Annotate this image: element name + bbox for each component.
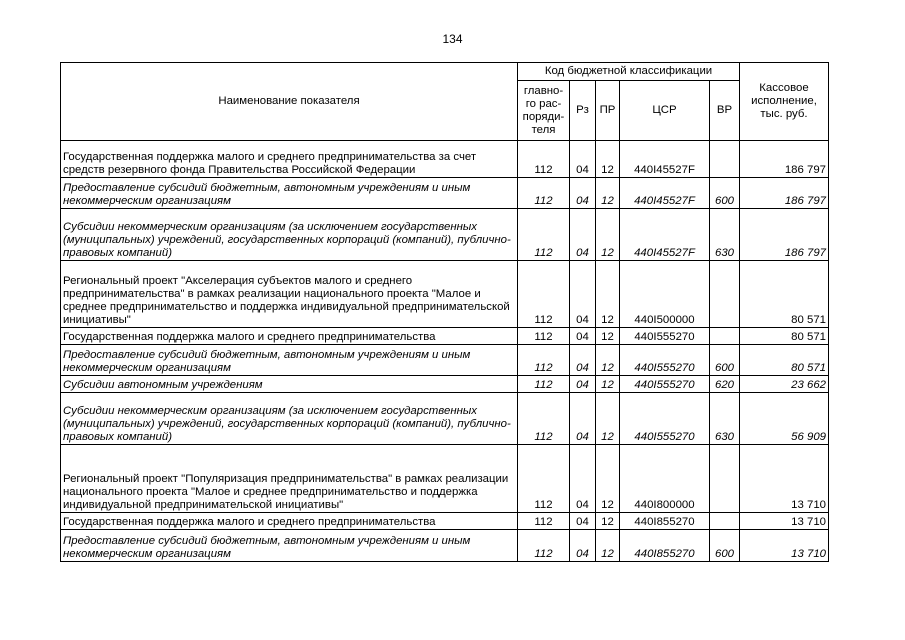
header-amount: Кассовое исполнение, тыс. руб. [740, 63, 829, 141]
table-row [61, 261, 829, 328]
row-vr-code [710, 328, 740, 345]
row-pr-code: 12 [596, 209, 620, 261]
row-vr-code: 630 [710, 209, 740, 261]
row-name: Региональный проект "Акселерация субъектов малого и среднего предпринимательства" в рамках реализации национального проекта "Малое и среднее предпринимательство и поддержка индивидуальной предпринимательской инициативы" [61, 261, 518, 328]
row-glavny-code: 112 [518, 345, 570, 376]
row-rz-code: 04 [570, 141, 596, 178]
table-body [61, 141, 829, 562]
row-rz-code: 04 [570, 328, 596, 345]
row-glavny-code: 112 [518, 445, 570, 513]
row-amount: 80 571 [740, 345, 829, 376]
row-glavny-code: 112 [518, 376, 570, 393]
row-pr-code: 12 [596, 530, 620, 562]
row-csr-code: 440I800000 [620, 445, 710, 513]
row-name: Предоставление субсидий бюджетным, автономным учреждениям и иным некоммерческим организациям [61, 530, 518, 562]
table-row [61, 345, 829, 376]
row-glavny-code: 112 [518, 393, 570, 445]
row-amount: 13 710 [740, 530, 829, 562]
table-row [61, 209, 829, 261]
row-csr-code: 440I855270 [620, 530, 710, 562]
row-name: Региональный проект "Популяризация предпринимательства" в рамках реализации национального проекта "Малое и среднее предпринимательство и поддержка индивидуальной предпринимательской инициативы" [61, 445, 518, 513]
row-pr-code: 12 [596, 376, 620, 393]
row-amount: 13 710 [740, 445, 829, 513]
row-rz-code: 04 [570, 209, 596, 261]
row-amount: 13 710 [740, 513, 829, 530]
row-csr-code: 440I45527F [620, 141, 710, 178]
row-rz-code: 04 [570, 513, 596, 530]
row-amount: 56 909 [740, 393, 829, 445]
row-pr-code: 12 [596, 261, 620, 328]
row-name: Государственная поддержка малого и среднего предпринимательства [61, 513, 518, 530]
row-pr-code: 12 [596, 513, 620, 530]
row-csr-code: 440I45527F [620, 209, 710, 261]
row-rz-code: 04 [570, 178, 596, 209]
table-row [61, 393, 829, 445]
row-rz-code: 04 [570, 345, 596, 376]
row-csr-code: 440I555270 [620, 376, 710, 393]
header-glavny: главно- го рас- поряди- теля [518, 81, 570, 141]
row-rz-code: 04 [570, 393, 596, 445]
header-csr: ЦСР [620, 81, 710, 141]
row-csr-code: 440I555270 [620, 393, 710, 445]
row-vr-code [710, 513, 740, 530]
header-code-group: Код бюджетной классификации [518, 63, 740, 81]
row-amount: 80 571 [740, 261, 829, 328]
row-vr-code [710, 141, 740, 178]
row-csr-code: 440I555270 [620, 328, 710, 345]
table-row [61, 376, 829, 393]
table-row [61, 141, 829, 178]
row-vr-code [710, 261, 740, 328]
table-header [61, 63, 829, 141]
table-row [61, 328, 829, 345]
row-pr-code: 12 [596, 393, 620, 445]
row-csr-code: 440I500000 [620, 261, 710, 328]
row-rz-code: 04 [570, 376, 596, 393]
row-amount: 186 797 [740, 178, 829, 209]
row-name: Субсидии некоммерческим организациям (за исключением государственных (муниципальных) учреждений, государственных корпораций (компаний), публично-правовых компаний) [61, 393, 518, 445]
row-vr-code: 600 [710, 530, 740, 562]
row-glavny-code: 112 [518, 513, 570, 530]
row-pr-code: 12 [596, 345, 620, 376]
header-rz: Рз [570, 81, 596, 141]
row-amount: 186 797 [740, 209, 829, 261]
table-row [61, 513, 829, 530]
row-amount: 186 797 [740, 141, 829, 178]
header-vr: ВР [710, 81, 740, 141]
row-glavny-code: 112 [518, 530, 570, 562]
row-rz-code: 04 [570, 445, 596, 513]
table-row [61, 445, 829, 513]
row-vr-code: 600 [710, 345, 740, 376]
header-pr: ПР [596, 81, 620, 141]
page-number: 134 [442, 32, 463, 46]
row-glavny-code: 112 [518, 141, 570, 178]
table-row [61, 178, 829, 209]
row-vr-code: 630 [710, 393, 740, 445]
table-row [61, 530, 829, 562]
row-vr-code: 600 [710, 178, 740, 209]
row-rz-code: 04 [570, 530, 596, 562]
row-name: Субсидии автономным учреждениям [61, 376, 518, 393]
row-pr-code: 12 [596, 178, 620, 209]
row-csr-code: 440I555270 [620, 345, 710, 376]
row-glavny-code: 112 [518, 209, 570, 261]
row-amount: 80 571 [740, 328, 829, 345]
row-amount: 23 662 [740, 376, 829, 393]
row-pr-code: 12 [596, 445, 620, 513]
row-name: Государственная поддержка малого и среднего предпринимательства за счет средств резервного фонда Правительства Российской Федерации [61, 141, 518, 178]
row-csr-code: 440I45527F [620, 178, 710, 209]
budget-table [60, 62, 829, 562]
row-pr-code: 12 [596, 328, 620, 345]
row-name: Предоставление субсидий бюджетным, автономным учреждениям и иным некоммерческим организациям [61, 345, 518, 376]
row-name: Субсидии некоммерческим организациям (за исключением государственных (муниципальных) учреждений, государственных корпораций (компаний), публично-правовых компаний) [61, 209, 518, 261]
row-vr-code [710, 445, 740, 513]
row-name: Государственная поддержка малого и среднего предпринимательства [61, 328, 518, 345]
header-name: Наименование показателя [61, 63, 518, 141]
row-rz-code: 04 [570, 261, 596, 328]
row-glavny-code: 112 [518, 178, 570, 209]
row-pr-code: 12 [596, 141, 620, 178]
row-vr-code: 620 [710, 376, 740, 393]
row-glavny-code: 112 [518, 328, 570, 345]
row-glavny-code: 112 [518, 261, 570, 328]
row-csr-code: 440I855270 [620, 513, 710, 530]
row-name: Предоставление субсидий бюджетным, автономным учреждениям и иным некоммерческим организациям [61, 178, 518, 209]
